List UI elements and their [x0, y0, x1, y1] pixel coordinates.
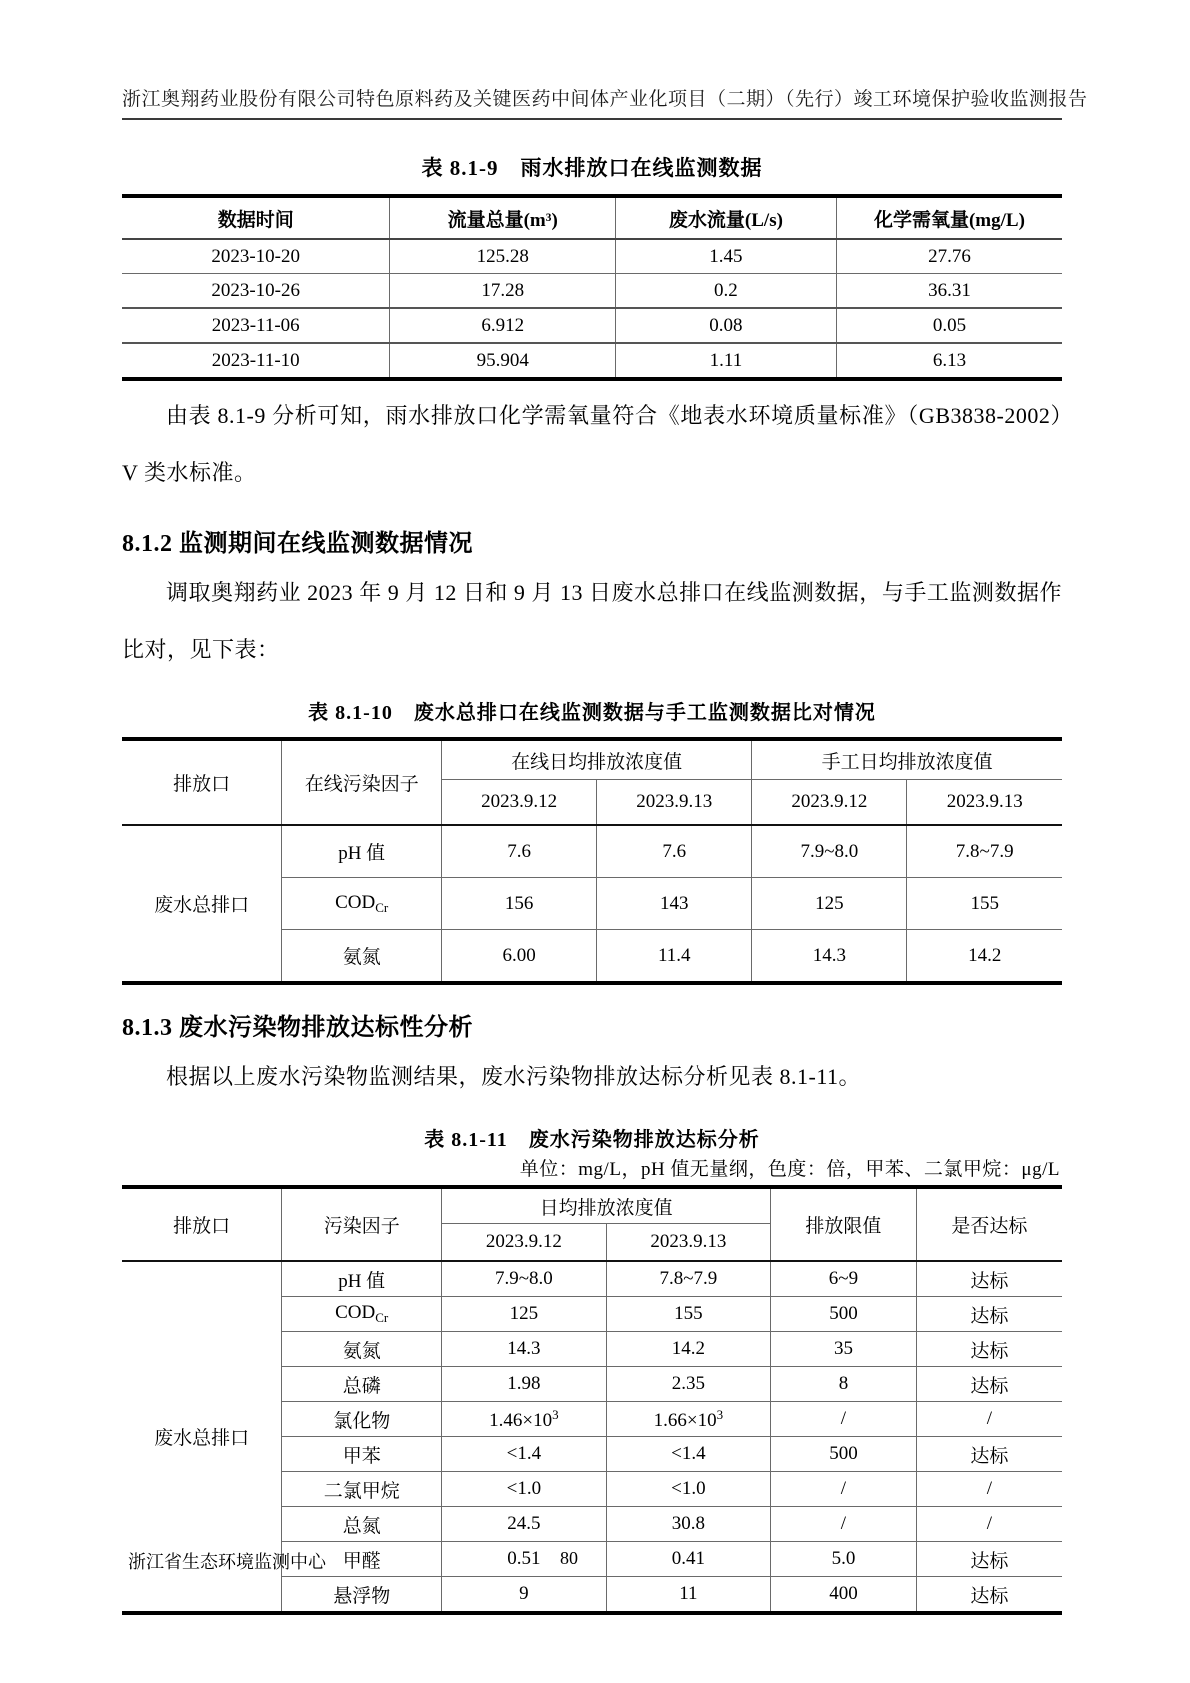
- cell-value: <1.0: [442, 1472, 607, 1507]
- cell-factor: 甲苯: [282, 1437, 442, 1472]
- cell-date: 2023-11-06: [122, 308, 390, 343]
- cell-value: 0.51: [442, 1542, 607, 1577]
- cell-factor: pH 值: [282, 825, 442, 878]
- cell-factor: 悬浮物: [282, 1577, 442, 1614]
- header-cell-outlet: 排放口: [122, 1187, 282, 1261]
- cell-compliance: 达标: [916, 1332, 1062, 1367]
- cod-label: COD: [335, 1302, 376, 1323]
- cell-compliance: 达标: [916, 1297, 1062, 1332]
- table-8-1-9-caption: 表 8.1-9 雨水排放口在线监测数据: [421, 156, 763, 180]
- cell-limit: /: [771, 1402, 917, 1437]
- header-cell-cod: 化学需氧量(mg/L): [836, 196, 1062, 239]
- cell-factor: 总氮: [282, 1507, 442, 1542]
- header-cell-date: 2023.9.12: [752, 780, 907, 826]
- header-cell-factor: 污染因子: [282, 1187, 442, 1261]
- cell-value: 7.6: [442, 825, 597, 878]
- cell-value: 14.2: [907, 930, 1062, 984]
- table-row: [122, 308, 1062, 343]
- header-cell-date: 2023.9.13: [597, 780, 752, 826]
- value-base: 1.66×10: [653, 1409, 717, 1431]
- cell-date: 2023-10-26: [122, 274, 390, 309]
- cell-compliance: 达标: [916, 1542, 1062, 1577]
- cell-value: 7.8~7.9: [907, 825, 1062, 878]
- header-cell-total-flow: 流量总量(m³): [390, 196, 616, 239]
- table-8-1-10: [122, 737, 1062, 985]
- section-heading-8-1-3: 8.1.3 废水污染物排放达标性分析: [122, 1015, 473, 1041]
- cell-value: 95.904: [390, 343, 616, 379]
- header-cell-limit: 排放限值: [771, 1187, 917, 1261]
- table-row: [122, 239, 1062, 274]
- header-cell-wastewater-flow: 废水流量(L/s): [615, 196, 836, 239]
- cell-compliance: 达标: [916, 1261, 1062, 1297]
- header-cell-data-time: 数据时间: [122, 196, 390, 239]
- cell-value: 0.2: [615, 274, 836, 309]
- cell-factor: 氨氮: [282, 930, 442, 984]
- page-footer: [0, 1548, 1190, 1578]
- cell-factor: 甲醛: [282, 1542, 442, 1577]
- cell-value: 36.31: [836, 274, 1062, 309]
- table-header-row: [122, 1187, 1062, 1224]
- cell-factor: pH 值: [282, 1261, 442, 1297]
- cell-value: 125: [752, 878, 907, 930]
- cell-value: 0.05: [836, 308, 1062, 343]
- cell-value: [442, 1402, 607, 1437]
- cell-value: 1.45: [615, 239, 836, 274]
- unit-note: 单位：mg/L，pH 值无量纲，色度：倍，甲苯、二氯甲烷：μg/L: [519, 1159, 1060, 1180]
- cell-limit: 6~9: [771, 1261, 917, 1297]
- header-cell-date: 2023.9.12: [442, 1224, 607, 1262]
- table-8-1-11-caption: 表 8.1-11 废水污染物排放达标分析: [424, 1129, 760, 1151]
- cell-factor: [282, 1297, 442, 1332]
- cell-date: 2023-11-10: [122, 343, 390, 379]
- cell-value: 7.9~8.0: [442, 1261, 607, 1297]
- header-group-online: 在线日均排放浓度值: [442, 739, 752, 780]
- cell-value: 156: [442, 878, 597, 930]
- cell-date: 2023-10-20: [122, 239, 390, 274]
- cell-factor: 总磷: [282, 1367, 442, 1402]
- cell-compliance: /: [916, 1402, 1062, 1437]
- cod-subscript: Cr: [375, 1310, 389, 1325]
- cell-value: 11.4: [597, 930, 752, 984]
- cell-value: 0.41: [606, 1542, 771, 1577]
- cell-value: 6.13: [836, 343, 1062, 379]
- cell-value: 125.28: [390, 239, 616, 274]
- cell-limit: 400: [771, 1577, 917, 1614]
- header-cell-compliance: 是否达标: [916, 1187, 1062, 1261]
- cell-value: 2.35: [606, 1367, 771, 1402]
- cell-factor: 二氯甲烷: [282, 1472, 442, 1507]
- paragraph-compliance-intro: 根据以上废水污染物监测结果，废水污染物排放达标分析见表 8.1-11。: [166, 1064, 862, 1089]
- cell-outlet: 废水总排口: [122, 825, 282, 983]
- header-cell-date: 2023.9.13: [907, 780, 1062, 826]
- cell-factor: [282, 878, 442, 930]
- page-number: 80: [560, 1548, 578, 1568]
- cell-value: 1.11: [615, 343, 836, 379]
- running-header: 浙江奥翔药业股份有限公司特色原料药及关键医药中间体产业化项目（二期）（先行）竣工环境保护验收监测报告: [122, 0, 1062, 120]
- value-base: 1.46×10: [489, 1409, 553, 1431]
- cell-limit: 500: [771, 1297, 917, 1332]
- cell-value: 155: [606, 1297, 771, 1332]
- table-header-row: [122, 739, 1062, 780]
- table-8-1-10-caption: 表 8.1-10 废水总排口在线监测数据与手工监测数据比对情况: [308, 702, 876, 724]
- cell-value: 1.98: [442, 1367, 607, 1402]
- cell-value: 14.3: [442, 1332, 607, 1367]
- cell-value: 14.3: [752, 930, 907, 984]
- cell-value: 155: [907, 878, 1062, 930]
- cell-factor: 氨氮: [282, 1332, 442, 1367]
- cell-limit: /: [771, 1507, 917, 1542]
- cell-value: 9: [442, 1577, 607, 1614]
- header-cell-date: 2023.9.13: [606, 1224, 771, 1262]
- cell-compliance: 达标: [916, 1577, 1062, 1614]
- header-cell-date: 2023.9.12: [442, 780, 597, 826]
- cell-value: 14.2: [606, 1332, 771, 1367]
- table-row: [122, 274, 1062, 309]
- cell-limit: 5.0: [771, 1542, 917, 1577]
- cell-outlet: 废水总排口: [122, 1261, 282, 1613]
- cell-compliance: /: [916, 1472, 1062, 1507]
- footer-organization: 浙江省生态环境监测中心: [128, 1552, 326, 1572]
- cod-subscript: Cr: [375, 899, 389, 915]
- header-cell-outlet: 排放口: [122, 739, 282, 825]
- table-row: [122, 1261, 1062, 1297]
- cell-value: <1.0: [606, 1472, 771, 1507]
- header-group-daily: 日均排放浓度值: [442, 1187, 771, 1224]
- cell-limit: 8: [771, 1367, 917, 1402]
- header-cell-online-factor: 在线污染因子: [282, 739, 442, 825]
- cell-value: 125: [442, 1297, 607, 1332]
- value-exponent: 3: [552, 1406, 559, 1422]
- cod-label: COD: [335, 891, 376, 913]
- cell-compliance: 达标: [916, 1437, 1062, 1472]
- cell-value: 6.912: [390, 308, 616, 343]
- cell-value: 7.9~8.0: [752, 825, 907, 878]
- paragraph-table-8-1-9-analysis: 由表 8.1-9 分析可知，雨水排放口化学需氧量符合《地表水环境质量标准》（GB3838-2002）V 类水标准。: [122, 403, 1062, 485]
- cell-value: 0.08: [615, 308, 836, 343]
- cell-limit: 500: [771, 1437, 917, 1472]
- cell-value: [606, 1402, 771, 1437]
- cell-limit: 35: [771, 1332, 917, 1367]
- header-group-manual: 手工日均排放浓度值: [752, 739, 1062, 780]
- cell-value: <1.4: [442, 1437, 607, 1472]
- table-8-1-9: [122, 194, 1062, 381]
- value-exponent: 3: [716, 1406, 724, 1422]
- cell-compliance: 达标: [916, 1367, 1062, 1402]
- cell-value: 27.76: [836, 239, 1062, 274]
- paragraph-online-data-intro: 调取奥翔药业 2023 年 9 月 12 日和 9 月 13 日废水总排口在线监测数据，与手工监测数据作比对，见下表：: [122, 580, 1062, 662]
- section-heading-8-1-2: 8.1.2 监测期间在线监测数据情况: [122, 531, 473, 557]
- table-row: [122, 825, 1062, 878]
- cell-value: 17.28: [390, 274, 616, 309]
- cell-value: 6.00: [442, 930, 597, 984]
- cell-value: 7.8~7.9: [606, 1261, 771, 1297]
- cell-value: 143: [597, 878, 752, 930]
- cell-limit: /: [771, 1472, 917, 1507]
- cell-value: 7.6: [597, 825, 752, 878]
- cell-value: <1.4: [606, 1437, 771, 1472]
- cell-value: 11: [606, 1577, 771, 1614]
- cell-factor: 氯化物: [282, 1402, 442, 1437]
- table-row: [122, 343, 1062, 379]
- table-header-row: [122, 196, 1062, 239]
- cell-value: 30.8: [606, 1507, 771, 1542]
- cell-compliance: /: [916, 1507, 1062, 1542]
- cell-value: 24.5: [442, 1507, 607, 1542]
